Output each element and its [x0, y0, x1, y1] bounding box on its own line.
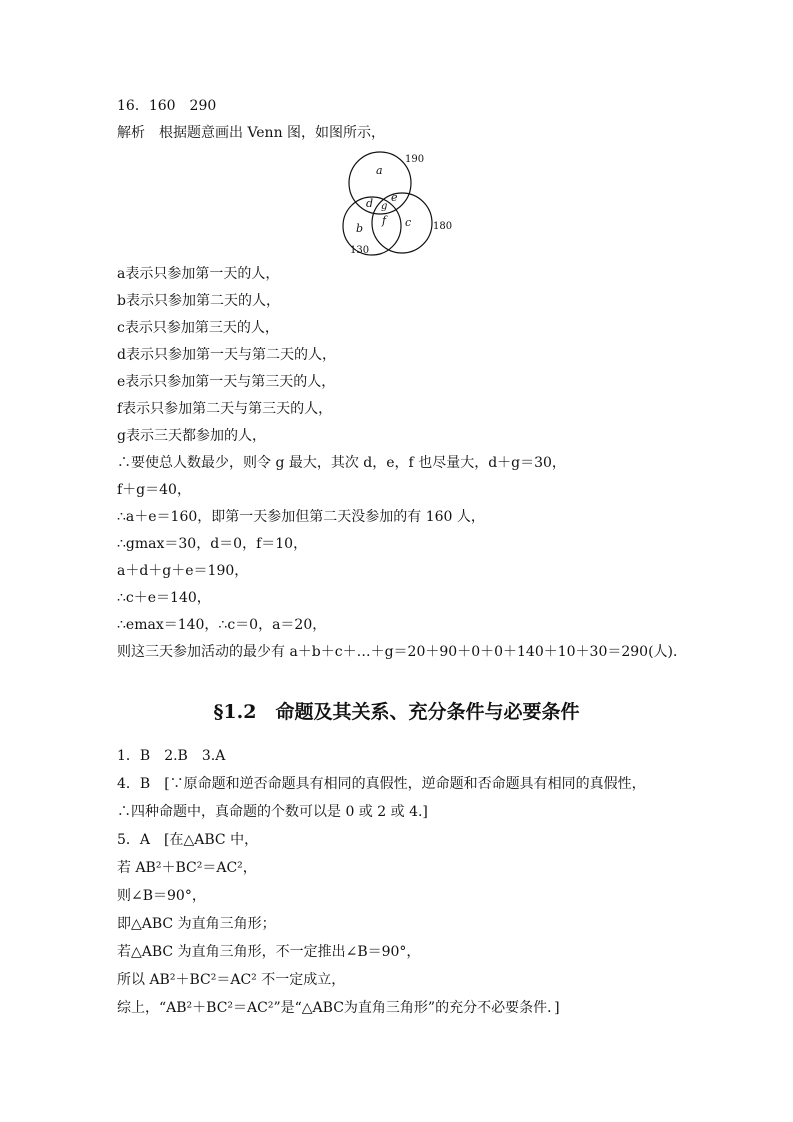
- answer-16-line: ∴a＋e＝160，即第一天参加但第二天没参加的有 160 人，: [117, 509, 485, 525]
- section-title: §1.2 命题及其关系、充分条件与必要条件: [213, 701, 580, 723]
- section-answer-line: 综上，“AB²＋BC²＝AC²”是“△ABC为直角三角形”的充分不必要条件．]: [117, 1000, 560, 1016]
- section-answer-line: 5．A [在△ABC 中，: [117, 832, 259, 848]
- section-answer-line: 4．B [∵原命题和逆否命题具有相同的真假性，逆命题和否命题具有相同的真假性，: [117, 776, 646, 792]
- answer-16-line: f＋g＝40，: [117, 482, 191, 498]
- venn-count-130: 130: [350, 245, 370, 256]
- answer-16-line: b表示只参加第二天的人，: [117, 293, 280, 309]
- venn-label-b: b: [356, 222, 364, 235]
- answer-16-line: a＋d＋g＋e＝190，: [117, 563, 249, 579]
- section-answer-line: 1．B 2.B 3.A: [117, 748, 226, 764]
- section-answer-line: 即△ABC 为直角三角形；: [117, 916, 276, 932]
- venn-count-180: 180: [433, 221, 453, 232]
- venn-label-e: e: [391, 191, 398, 204]
- answer-16-line: ∴emax＝140，∴c＝0，a＝20，: [117, 617, 327, 633]
- answer-16-line: ∴要使总人数最少，则令 g 最大，其次 d，e，f 也尽量大，d＋g＝30，: [117, 455, 566, 471]
- venn-count-190: 190: [405, 154, 425, 165]
- answer-16-analysis: 解析 根据题意画出 Venn 图，如图所示，: [117, 125, 386, 141]
- answer-16-line: a表示只参加第一天的人，: [117, 266, 280, 282]
- venn-label-g: g: [381, 201, 388, 212]
- venn-label-f: f: [382, 214, 387, 227]
- section-answer-line: 则∠B＝90°，: [117, 888, 206, 904]
- venn-label-d: d: [366, 197, 374, 210]
- answer-16-line: ∴gmax＝30，d＝0，f＝10，: [117, 536, 308, 552]
- section-answer-line: 若 AB²＋BC²＝AC²，: [117, 860, 257, 876]
- answer-16-line: ∴c＋e＝140，: [117, 590, 211, 606]
- answer-16-line: e表示只参加第一天与第三天的人，: [117, 374, 336, 390]
- venn-label-c: c: [405, 216, 412, 229]
- venn-diagram: [330, 145, 470, 260]
- venn-circle-first-day: [349, 152, 411, 214]
- venn-label-a: a: [376, 164, 383, 177]
- section-answer-line: 若△ABC 为直角三角形，不一定推出∠B＝90°，: [117, 944, 421, 960]
- answer-16-line: g表示三天都参加的人，: [117, 428, 266, 444]
- answer-16-line: c表示只参加第三天的人，: [117, 320, 279, 336]
- section-answer-line: ∴四种命题中，真命题的个数可以是 0 或 2 或 4.]: [117, 804, 428, 820]
- answer-16-line: 则这三天参加活动的最少有 a＋b＋c＋…＋g＝20＋90＋0＋0＋140＋10＋30＝290(人)．: [117, 644, 687, 660]
- section-answer-line: 所以 AB²＋BC²＝AC² 不一定成立，: [117, 972, 346, 988]
- answer-16-header: 16．160 290: [117, 98, 217, 114]
- answer-16-line: f表示只参加第二天与第三天的人，: [117, 401, 333, 417]
- answer-16-line: d表示只参加第一天与第二天的人，: [117, 347, 336, 363]
